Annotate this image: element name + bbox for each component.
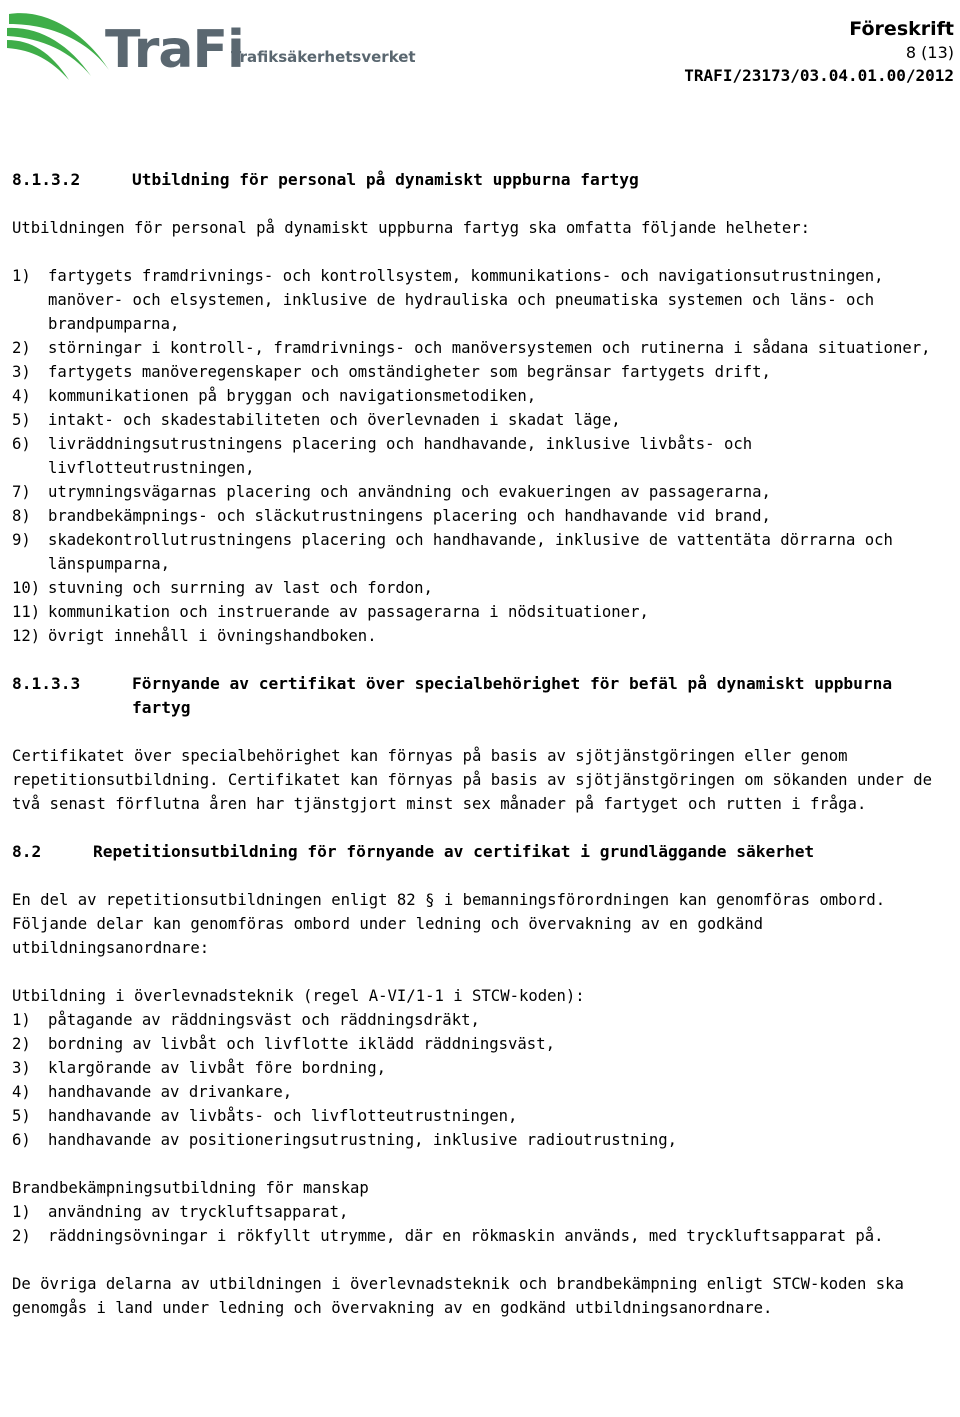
list-item-number: 5) (12, 1107, 31, 1125)
list-item (12, 600, 952, 624)
list-item-text: livräddningsutrustningens placering och handhavande, inklusive livbåts- och livflotteutrustningen, (48, 435, 753, 477)
list-item (12, 576, 952, 600)
list-item (12, 1104, 952, 1128)
list-item (12, 264, 952, 336)
section-heading-8-1-3-3 (12, 672, 952, 720)
list-item (12, 1224, 952, 1248)
list-item-number: 12) (12, 627, 41, 645)
list-item-text: klargörande av livbåt före bordning, (48, 1059, 386, 1077)
section-intro: Utbildningen för personal på dynamiskt uppburna fartyg ska omfatta följande helheter: (12, 219, 810, 237)
list-item-text: intakt- och skadestabiliteten och överlevnaden i skadat läge, (48, 411, 621, 429)
list-item (12, 1032, 952, 1056)
list-item (12, 528, 952, 576)
training-items-list (12, 264, 952, 648)
list-item (12, 336, 952, 360)
list-item-number: 5) (12, 411, 31, 429)
list-item (12, 1200, 952, 1224)
closing-paragraph: De övriga delarna av utbildningen i överlevnadsteknik och brandbekämpning enligt STCW-koden ska genomgås i land under ledning och övervakning av en godkänd utbildningsanordnare. (12, 1275, 904, 1317)
list-item (12, 384, 952, 408)
list-item-text: fartygets manöveregenskaper och omständigheter som begränsar fartygets drift, (48, 363, 771, 381)
list-item (12, 480, 952, 504)
list-item-number: 8) (12, 507, 31, 525)
list-item-number: 2) (12, 339, 31, 357)
section-number: 8.2 (12, 842, 42, 861)
list-item-text: fartygets framdrivnings- och kontrollsystem, kommunikations- och navigationsutrustningen, manöver- och elsystemen, inklusive de hydrauliska och pneumatiska systemen och läns- och brandpumparna, (48, 267, 884, 333)
list-item-number: 6) (12, 1131, 31, 1149)
logo-subtitle: Trafiksäkerhetsverket (231, 48, 416, 66)
list-item (12, 360, 952, 384)
list-item-text: brandbekämpnings- och släckutrustningens placering och handhavande vid brand, (48, 507, 771, 525)
fire-items-list (12, 1200, 952, 1248)
list-item-number: 1) (12, 1011, 31, 1029)
list-item-number: 4) (12, 1083, 31, 1101)
list-item-number: 1) (12, 1203, 31, 1221)
section-heading-8-1-3-2 (12, 168, 952, 192)
list-item (12, 624, 952, 648)
list-item-text: stuvning och surrning av last och fordon, (48, 579, 433, 597)
fire-heading: Brandbekämpningsutbildning för manskap (12, 1179, 369, 1197)
list-item-number: 7) (12, 483, 31, 501)
list-item-text: bordning av livbåt och livflotte iklädd räddningsväst, (48, 1035, 555, 1053)
list-item (12, 504, 952, 528)
list-item-text: räddningsövningar i rökfyllt utrymme, där en rökmaskin används, med tryckluftsapparat på. (48, 1227, 884, 1245)
list-item-text: störningar i kontroll-, framdrivnings- och manöversystemen och rutinerna i sådana situationer, (48, 339, 931, 357)
list-item (12, 1008, 952, 1032)
list-item-number: 1) (12, 267, 31, 285)
list-item-number: 3) (12, 1059, 31, 1077)
list-item-text: skadekontrollutrustningens placering och handhavande, inklusive de vattentäta dörrarna och länspumparna, (48, 531, 893, 573)
list-item-text: handhavande av positioneringsutrustning, inklusive radioutrustning, (48, 1131, 678, 1149)
list-item-number: 2) (12, 1035, 31, 1053)
list-item (12, 408, 952, 432)
survival-items-list (12, 1008, 952, 1152)
document-meta (684, 16, 954, 88)
list-item-text: kommunikation och instruerande av passagerarna i nödsituationer, (48, 603, 649, 621)
section-number: 8.1.3.2 (12, 170, 81, 189)
document-type: Föreskrift (849, 18, 954, 40)
list-item-number: 9) (12, 531, 31, 549)
list-item-number: 3) (12, 363, 31, 381)
list-item-number: 10) (12, 579, 41, 597)
section-title: Utbildning för personal på dynamiskt uppburna fartyg (132, 170, 639, 189)
document-body (12, 168, 952, 1320)
list-item (12, 1128, 952, 1152)
list-item-text: påtagande av räddningsväst och räddningsdräkt, (48, 1011, 480, 1029)
trafi-logo (5, 2, 416, 86)
list-item-text: övrigt innehåll i övningshandboken. (48, 627, 377, 645)
section-paragraph: En del av repetitionsutbildningen enligt 82 § i bemanningsförordningen kan genomföras ombord. Följande delar kan genomföras ombord under ledning och övervakning av en godkänd utbildningsanordnare: (12, 891, 886, 957)
list-item-text: handhavande av drivankare, (48, 1083, 293, 1101)
section-number: 8.1.3.3 (12, 674, 81, 693)
section-paragraph: Certifikatet över specialbehörighet kan förnyas på basis av sjötjänstgöringen eller genom repetitionsutbildning. Certifikatet kan förnyas på basis av sjötjänstgöringen om sökanden under de två senast förflutna åren har tjänstgjort minst sex månader på fartyget och rutten i fråga. (12, 747, 933, 813)
list-item-number: 2) (12, 1227, 31, 1245)
list-item (12, 1080, 952, 1104)
trafi-swoosh-icon (5, 2, 115, 86)
page-number: 8 (13) (905, 43, 954, 62)
list-item (12, 432, 952, 480)
logo-name: TraFi (105, 20, 244, 80)
list-item-text: handhavande av livbåts- och livflotteutrustningen, (48, 1107, 518, 1125)
list-item-text: utrymningsvägarnas placering och användning och evakueringen av passagerarna, (48, 483, 771, 501)
section-heading-8-2 (12, 840, 952, 864)
list-item-number: 4) (12, 387, 31, 405)
list-item (12, 1056, 952, 1080)
survival-heading: Utbildning i överlevnadsteknik (regel A-VI/1-1 i STCW-koden): (12, 987, 585, 1005)
list-item-number: 6) (12, 435, 31, 453)
list-item-text: kommunikationen på bryggan och navigationsmetodiken, (48, 387, 537, 405)
document-reference: TRAFI/23173/03.04.01.00/2012 (684, 66, 954, 85)
section-title: Repetitionsutbildning för förnyande av certifikat i grundläggande säkerhet (93, 842, 815, 861)
list-item-text: användning av tryckluftsapparat, (48, 1203, 349, 1221)
list-item-number: 11) (12, 603, 41, 621)
section-title: Förnyande av certifikat över specialbehörighet för befäl på dynamiskt uppburna fartyg (132, 674, 893, 717)
